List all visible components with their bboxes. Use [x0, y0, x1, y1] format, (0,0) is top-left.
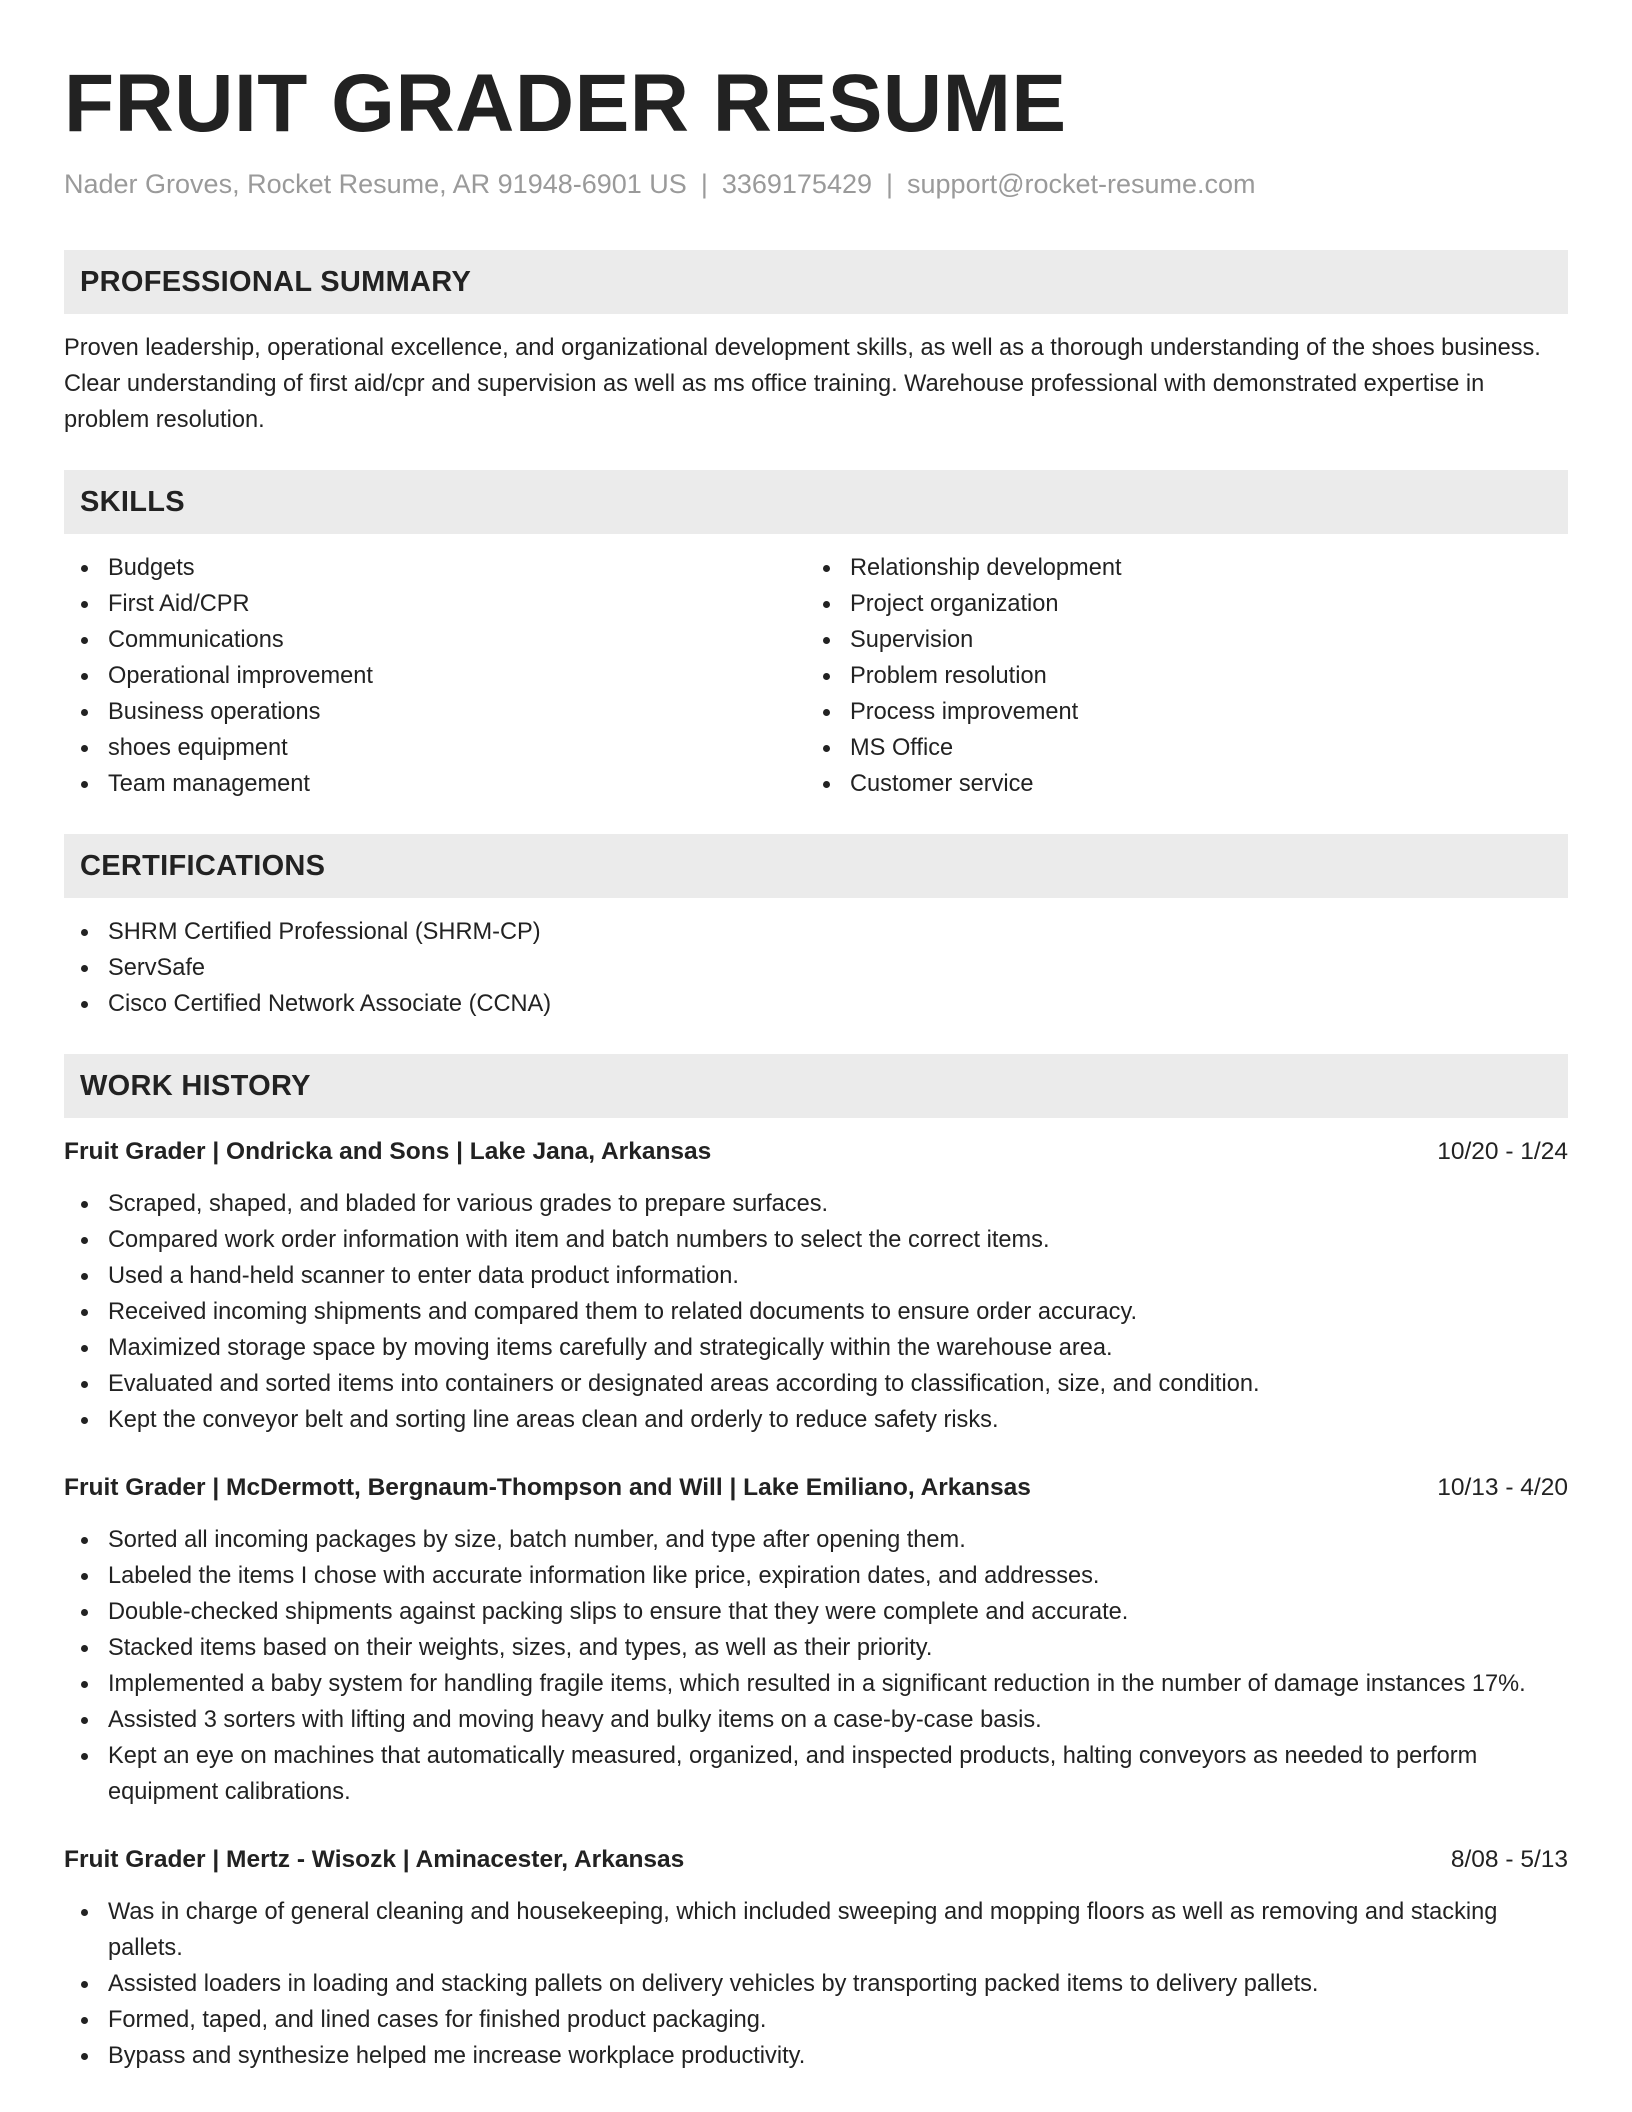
skill-item: Budgets — [64, 550, 806, 586]
job-dates: 10/20 - 1/24 — [1437, 1138, 1568, 1165]
job-title: Fruit Grader | McDermott, Bergnaum-Thompson and Will | Lake Emiliano, Arkansas — [64, 1474, 1031, 1501]
job-bullet: Kept the conveyor belt and sorting line areas clean and orderly to reduce safety risks. — [64, 1402, 1568, 1438]
job-bullet: Formed, taped, and lined cases for finished product packaging. — [64, 2002, 1568, 2038]
skill-item: MS Office — [806, 730, 1568, 766]
job-bullet: Implemented a baby system for handling fragile items, which resulted in a significant reduction in the number of damage instances 17%. — [64, 1666, 1568, 1702]
certifications-list — [64, 914, 1568, 1022]
contact-line — [64, 166, 1568, 202]
skill-item: Communications — [64, 622, 806, 658]
job-bullet: Compared work order information with item and batch numbers to select the correct items. — [64, 1222, 1568, 1258]
skill-item: First Aid/CPR — [64, 586, 806, 622]
job-bullets — [64, 1186, 1568, 1438]
certification-item: SHRM Certified Professional (SHRM-CP) — [64, 914, 1568, 950]
contact-separator: | — [700, 169, 708, 199]
job-bullet: Scraped, shaped, and bladed for various grades to prepare surfaces. — [64, 1186, 1568, 1222]
job-bullets — [64, 1522, 1568, 1810]
skill-item: Process improvement — [806, 694, 1568, 730]
job-entry — [64, 1134, 1568, 1438]
skill-item: Business operations — [64, 694, 806, 730]
summary-text: Proven leadership, operational excellence, and organizational development skills, as well as a thorough understanding of the shoes business. Clear understanding of first aid/cpr and supervision as well as ms office training. Warehouse professional with demonstrated expertise in problem resolution. — [64, 335, 1541, 433]
skill-item: Team management — [64, 766, 806, 802]
work-history-heading: WORK HISTORY — [64, 1054, 1568, 1118]
skill-item: Operational improvement — [64, 658, 806, 694]
job-entry — [64, 1842, 1568, 2074]
job-bullet: Stacked items based on their weights, sizes, and types, as well as their priority. — [64, 1630, 1568, 1666]
job-bullet: Used a hand-held scanner to enter data product information. — [64, 1258, 1568, 1294]
skill-item: Relationship development — [806, 550, 1568, 586]
skill-item: Project organization — [806, 586, 1568, 622]
job-bullet: Maximized storage space by moving items carefully and strategically within the warehouse area. — [64, 1330, 1568, 1366]
job-header — [64, 1134, 1568, 1170]
job-bullet: Assisted loaders in loading and stacking pallets on delivery vehicles by transporting packed items to delivery pallets. — [64, 1966, 1568, 2002]
skill-item: Customer service — [806, 766, 1568, 802]
job-dates: 8/08 - 5/13 — [1450, 1846, 1568, 1873]
summary-heading: PROFESSIONAL SUMMARY — [64, 250, 1568, 314]
job-bullet: Assisted 3 sorters with lifting and moving heavy and bulky items on a case-by-case basis. — [64, 1702, 1568, 1738]
resume-title: FRUIT GRADER RESUME — [64, 58, 1067, 149]
job-bullet: Labeled the items I chose with accurate information like price, expiration dates, and addresses. — [64, 1558, 1568, 1594]
job-title: Fruit Grader | Ondricka and Sons | Lake Jana, Arkansas — [64, 1138, 712, 1165]
skill-item: Problem resolution — [806, 658, 1568, 694]
contact-phone: 3369175429 — [721, 169, 872, 199]
job-title: Fruit Grader | Mertz - Wisozk | Aminacester, Arkansas — [64, 1846, 685, 1873]
resume-page — [64, 0, 1568, 2074]
job-bullet: Kept an eye on machines that automatically measured, organized, and inspected products, halting conveyors as needed to perform equipment calibrations. — [64, 1738, 1568, 1810]
job-bullet: Double-checked shipments against packing slips to ensure that they were complete and accurate. — [64, 1594, 1568, 1630]
skills-column-right — [806, 550, 1568, 802]
job-bullet: Evaluated and sorted items into containers or designated areas according to classification, size, and condition. — [64, 1366, 1568, 1402]
job-bullet: Sorted all incoming packages by size, batch number, and type after opening them. — [64, 1522, 1568, 1558]
certification-item: ServSafe — [64, 950, 1568, 986]
skill-item: shoes equipment — [64, 730, 806, 766]
job-bullet: Bypass and synthesize helped me increase workplace productivity. — [64, 2038, 1568, 2074]
job-bullet: Received incoming shipments and compared them to related documents to ensure order accuracy. — [64, 1294, 1568, 1330]
contact-separator: | — [886, 169, 894, 199]
contact-address: Nader Groves, Rocket Resume, AR 91948-6901 US — [64, 169, 687, 199]
job-dates: 10/13 - 4/20 — [1437, 1474, 1568, 1501]
skills-heading: SKILLS — [64, 470, 1568, 534]
job-bullet: Was in charge of general cleaning and housekeeping, which included sweeping and mopping floors as well as removing and stacking pallets. — [64, 1894, 1568, 1966]
skills-column-left — [64, 550, 806, 802]
skill-item: Supervision — [806, 622, 1568, 658]
job-header — [64, 1470, 1568, 1506]
job-entry — [64, 1470, 1568, 1810]
job-bullets — [64, 1894, 1568, 2074]
certifications-heading: CERTIFICATIONS — [64, 834, 1568, 898]
skills-list — [64, 550, 1568, 802]
job-header — [64, 1842, 1568, 1878]
certification-item: Cisco Certified Network Associate (CCNA) — [64, 986, 1568, 1022]
contact-email: support@rocket-resume.com — [907, 169, 1256, 199]
